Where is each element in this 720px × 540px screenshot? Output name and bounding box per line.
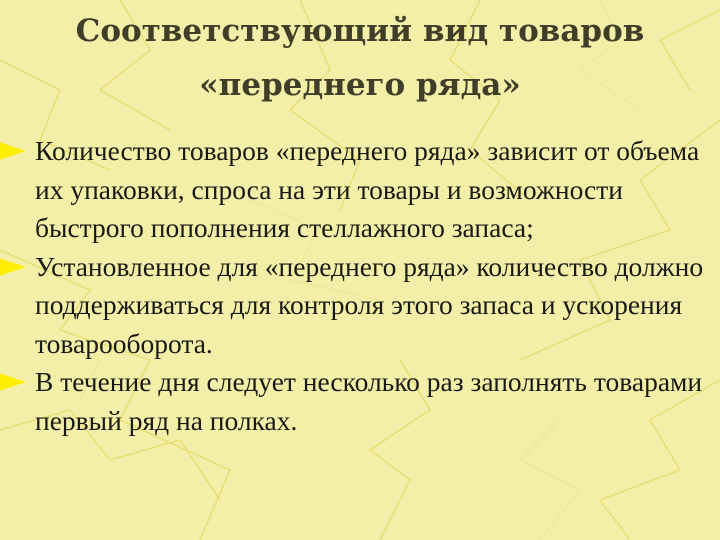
- bullet-list: [0, 132, 720, 440]
- bullet-text: Установленное для «переднего ряда» количество должно поддерживаться для контроля этого запаса и ускорения товарооборота.: [35, 250, 704, 359]
- title-line-1: Соответствующий вид товаров: [75, 13, 645, 49]
- arrow-right-icon: [0, 372, 26, 392]
- bullet-text: Количество товаров «переднего ряда» зависит от объема их упаковки, спроса на эти товары и возможности быстрого пополнения стеллажного запаса;: [35, 135, 700, 243]
- slide-title: [0, 4, 720, 112]
- arrow-right-icon: [0, 257, 26, 277]
- title-line-2: «переднего ряда»: [199, 67, 521, 103]
- bullet-item: [0, 248, 720, 364]
- bullet-text: В течение дня следует несколько раз заполнять товарами первый ряд на полках.: [35, 366, 703, 436]
- arrow-right-icon: [0, 141, 26, 161]
- bullet-item: [0, 132, 720, 248]
- bullet-item: [0, 363, 720, 440]
